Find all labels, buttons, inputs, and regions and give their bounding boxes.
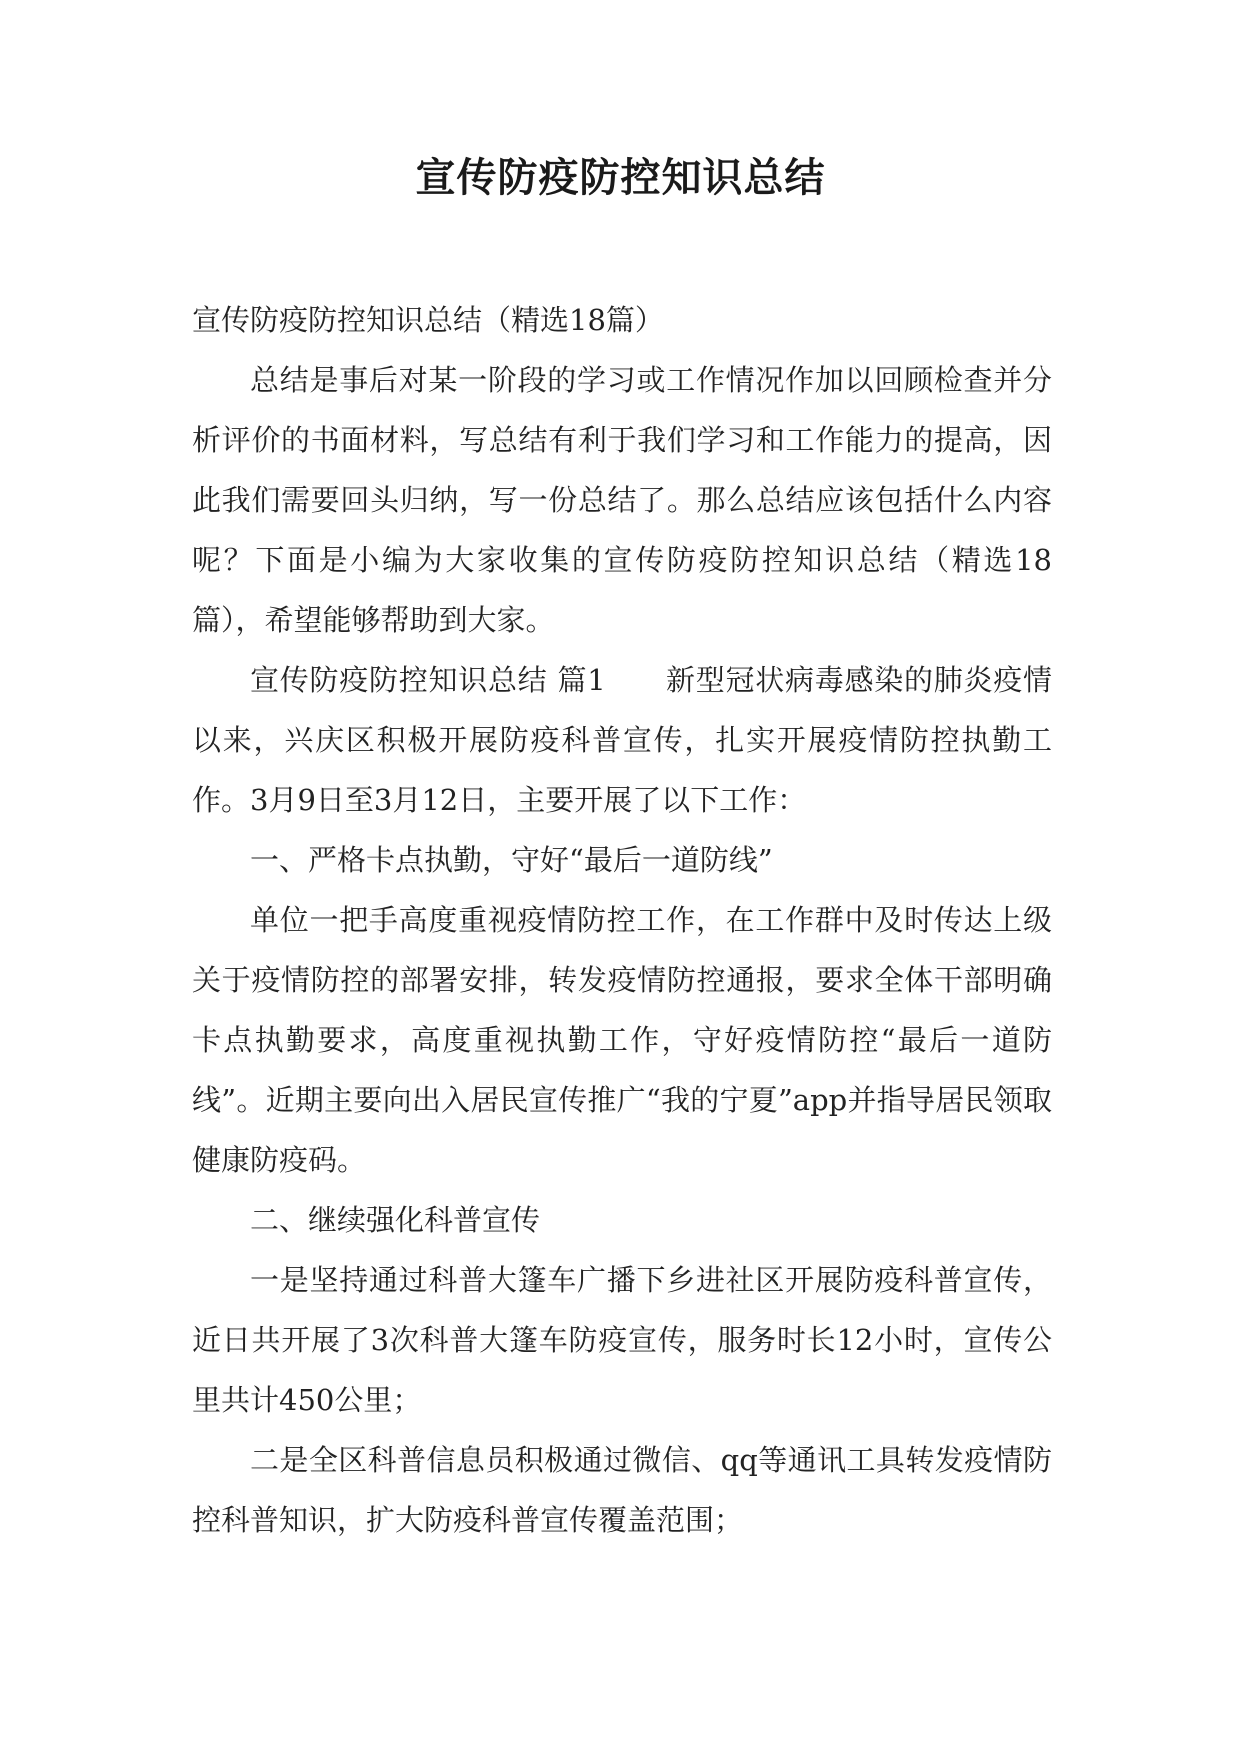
heading-one: 一、严格卡点执勤，守好“最后一道防线”: [250, 843, 773, 877]
body-paragraph-caravan: 一是坚持通过科普大篷车广播下乡进社区开展防疫科普宣传，近日共开展了3次科普大篷车防疫宣传，服务时长12小时，宣传公里共计450公里；: [192, 1263, 1052, 1417]
section-1-opening-paragraph: 宣传防疫防控知识总结 篇1 新型冠状病毒感染的肺炎疫情以来，兴庆区积极开展防疫科普宣传，扎实开展疫情防控执勤工作。3月9日至3月12日，主要开展了以下工作：: [192, 663, 1052, 817]
body-paragraph-duty: 单位一把手高度重视疫情防控工作，在工作群中及时传达上级关于疫情防控的部署安排，转发疫情防控通报，要求全体干部明确卡点执勤要求，高度重视执勤工作，守好疫情防控“最后一道防线”。近期主要向出入居民宣传推广“我的宁夏”app并指导居民领取健康防疫码。: [192, 903, 1052, 1177]
heading-two: 二、继续强化科普宣传: [250, 1203, 541, 1237]
intro-paragraph: 总结是事后对某一阶段的学习或工作情况作加以回顾检查并分析评价的书面材料，写总结有利于我们学习和工作能力的提高，因此我们需要回头归纳，写一份总结了。那么总结应该包括什么内容呢？下面是小编为大家收集的宣传防疫防控知识总结（精选18篇），希望能够帮助到大家。: [192, 363, 1052, 637]
document-body: [192, 290, 1052, 1550]
body-paragraph-wechat: 二是全区科普信息员积极通过微信、qq等通讯工具转发疫情防控科普知识，扩大防疫科普宣传覆盖范围；: [192, 1443, 1052, 1537]
document-title: 宣传防疫防控知识总结: [415, 155, 826, 201]
subtitle-paragraph: 宣传防疫防控知识总结（精选18篇）: [192, 303, 664, 337]
